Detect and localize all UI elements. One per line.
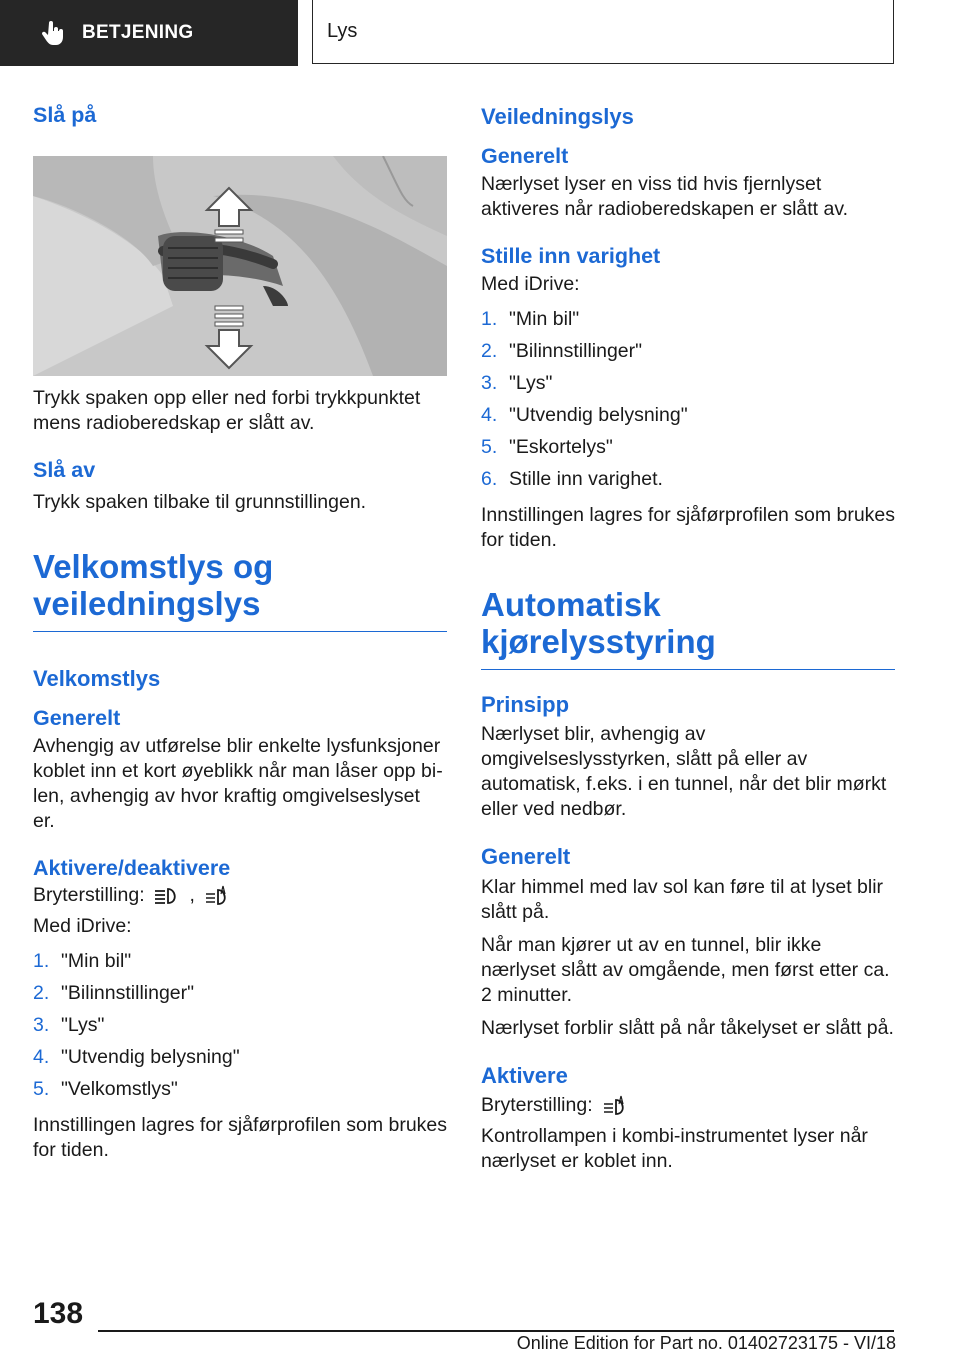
- heading-veiledningslys: Veiledningslys: [481, 104, 634, 129]
- step-item: [33, 1009, 447, 1041]
- left-column: [33, 95, 447, 1163]
- paragraph-generelt-auto-2: Når man kjører ut av en tunnel, blir ikke nærlyset slått av omgående, men først etter ca. 2 minutter.: [481, 933, 890, 1006]
- step-text: "Lys": [509, 371, 553, 394]
- auto-light-icon: [202, 885, 232, 907]
- paragraph-kontrollampen: Kontrollampen i kombi-instrumentet lyser når nærlyset er koblet inn.: [481, 1125, 868, 1173]
- left-step-list: [33, 945, 447, 1105]
- step-item: [481, 463, 895, 495]
- heading-automatisk-kjorelysstyring: Automatisk kjørelysstyring: [481, 587, 895, 670]
- auto-light-icon: [600, 1095, 630, 1117]
- step-item: [481, 303, 895, 335]
- page-number: 138: [33, 1297, 84, 1330]
- header-chapter-label: Lys: [327, 20, 358, 42]
- paragraph-generelt: Avhengig av utførelse blir enkelte lysfunksjoner koblet inn et kort øyeblikk når man låser opp bi-len, avhengig av hvor kraftig omgivelseslyset er.: [33, 734, 443, 832]
- right-column: [481, 95, 895, 1174]
- heading-generelt-right: Generelt: [481, 144, 569, 169]
- heading-generelt: Generelt: [33, 705, 121, 730]
- step-text: "Utvendig belysning": [509, 403, 688, 426]
- heading-sla-av: Slå av: [33, 457, 96, 482]
- heading-prinsipp: Prinsipp: [481, 691, 570, 717]
- step-number: 5.: [33, 1078, 50, 1101]
- step-text: "Utvendig belysning": [61, 1046, 240, 1069]
- idrive-label: Med iDrive:: [33, 915, 132, 938]
- step-text: "Eskortelys": [509, 435, 613, 458]
- bryterstilling-label-right: Bryterstilling:: [481, 1094, 593, 1117]
- step-item: [481, 335, 895, 367]
- heading-velkomstlys-og-veiledningslys: Velkomstlys og veiledningslys: [33, 549, 447, 632]
- paragraph-generelt-right: Nærlyset lyser en viss tid hvis fjernlyset aktiveres når radioberedskapen er slått av.: [481, 173, 849, 221]
- step-text: "Min bil": [509, 307, 580, 330]
- step-number: 2.: [481, 339, 498, 362]
- step-number: 6.: [481, 467, 498, 490]
- step-text: "Bilinnstillinger": [61, 982, 195, 1005]
- bryterstilling-row: [33, 883, 447, 908]
- step-item: [481, 367, 895, 399]
- paragraph-sla-pa: Trykk spaken opp eller ned forbi trykkpunktet mens radioberedskap er slått av.: [33, 386, 421, 434]
- footer-divider: [98, 1330, 894, 1332]
- heading-velkomstlys: Velkomstlys: [33, 665, 161, 691]
- step-item: [481, 431, 895, 463]
- step-number: 2.: [33, 982, 50, 1005]
- paragraph-lagres: Innstillingen lagres for sjåførprofilen som brukes for tiden.: [33, 1114, 448, 1162]
- paragraph-generelt-auto-1: Klar himmel med lav sol kan føre til at lyset blir slått på.: [481, 875, 884, 923]
- step-item: [481, 399, 895, 431]
- step-number: 5.: [481, 435, 498, 458]
- step-item: [33, 977, 447, 1009]
- step-item: [33, 945, 447, 977]
- step-number: 1.: [481, 307, 498, 330]
- paragraph-lagres-right: Innstillingen lagres for sjåførprofilen som brukes for tiden.: [481, 503, 896, 551]
- heading-stille-inn-varighet: Stille inn varighet: [481, 244, 661, 269]
- paragraph-sla-av: Trykk spaken tilbake til grunnstillingen.: [33, 490, 367, 513]
- step-text: "Velkomstlys": [61, 1078, 178, 1101]
- light-stalk-illustration: [33, 156, 447, 376]
- low-beam-icon: [152, 885, 182, 907]
- heading-aktivere: Aktivere: [481, 1062, 568, 1088]
- paragraph-prinsipp: Nærlyset blir, avhengig av omgivelseslysstyrken, slått på eller av automatisk, f.eks. i en tunnel, når det blir mørkt eller ved nedbør.: [481, 723, 887, 821]
- step-text: "Min bil": [61, 950, 132, 973]
- footer-edition: Online Edition for Part no. 01402723175 - VI/18: [516, 1333, 896, 1353]
- header-chapter-box: [312, 0, 894, 64]
- header-section-label: BETJENING: [82, 22, 194, 43]
- bryterstilling-separator: ,: [189, 884, 195, 907]
- header-section-tab: [0, 0, 298, 66]
- step-number: 3.: [33, 1014, 50, 1037]
- step-number: 4.: [33, 1046, 50, 1069]
- step-item: [33, 1073, 447, 1105]
- heading-aktivere-deaktivere: Aktivere/deaktivere: [33, 855, 231, 880]
- step-number: 1.: [33, 950, 50, 973]
- bryterstilling-row-right: [481, 1093, 895, 1118]
- step-item: [33, 1041, 447, 1073]
- step-text: Stille inn varighet.: [509, 467, 663, 490]
- hand-pointer-icon: [40, 20, 66, 46]
- step-text: "Lys": [61, 1014, 105, 1037]
- bryterstilling-label: Bryterstilling:: [33, 884, 145, 907]
- step-number: 4.: [481, 403, 498, 426]
- heading-generelt-auto: Generelt: [481, 844, 571, 870]
- paragraph-generelt-auto-3: Nærlyset forblir slått på når tåkelyset er slått på.: [481, 1016, 894, 1039]
- step-number: 3.: [481, 371, 498, 394]
- right-step-list: [481, 303, 895, 495]
- step-text: "Bilinnstillinger": [509, 339, 643, 362]
- heading-sla-pa: Slå på: [33, 103, 97, 127]
- idrive-label-right: Med iDrive:: [481, 272, 580, 295]
